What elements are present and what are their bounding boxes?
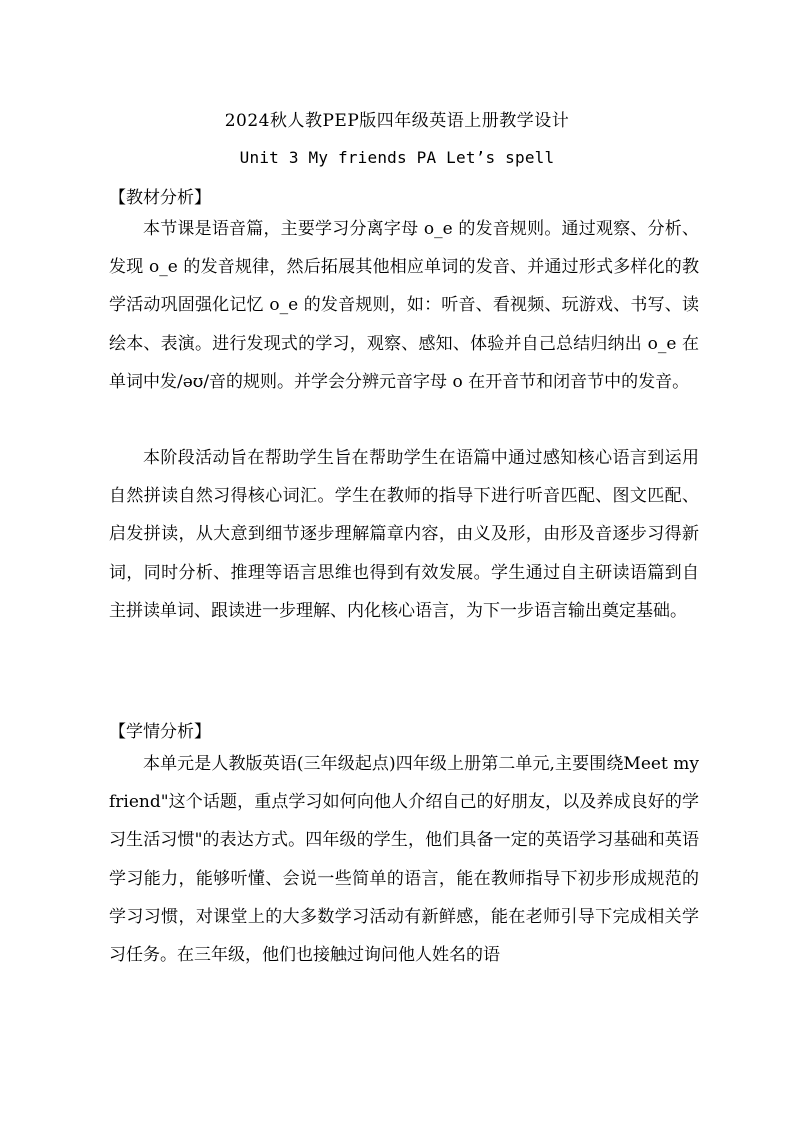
paragraph: 本阶段活动旨在帮助学生旨在帮助学生在语篇中通过感知核心语言到运用自然拼读自然习得核心词汇。学生在教师的指导下进行听音匹配、图文匹配、启发拼读，从大意到细节逐步理解篇章内容，由义及形，由形及音逐步习得新词，同时分析、推理等语言思维也得到有效发展。学生通过自主研读语篇到自主拼读单词、跟读进一步理解、内化核心语言，为下一步语言输出奠定基础。 (109, 448, 699, 621)
paragraph: 本单元是人教版英语(三年级起点)四年级上册第二单元,主要围绕Meet my friend"这个话题，重点学习如何向他人介绍自己的好朋友，以及养成良好的学习生活习惯"的表达方式。四年级的学生，他们具备一定的英语学习基础和英语学习能力，能够听懂、会说一些简单的语言，能在教师指导下初步形成规范的学习习惯，对课堂上的大多数学习活动有新鲜感，能在老师引导下完成相关学习任务。在三年级，他们也接触过询问他人姓名的语 (109, 754, 699, 966)
section-heading-student-analysis: 【学情分析】 (109, 722, 211, 742)
section-heading-textbook-analysis: 【教材分析】 (109, 188, 211, 208)
document-title: 2024秋人教PEP版四年级英语上册教学设计 (224, 111, 570, 131)
document-subtitle: Unit 3 My friends PA Let’s spell (239, 148, 555, 167)
paragraph: 本节课是语音篇，主要学习分离字母 o_e 的发音规则。通过观察、分析、发现 o_e 的发音规律，然后拓展其他相应单词的发音、并通过形式多样化的教学活动巩固强化记忆 o_e 的发音规则，如：听音、看视频、玩游戏、书写、读绘本、表演。进行发现式的学习，观察、感知、体验并自己总结归纳出 o_e 在单词中发/əʊ/音的规则。并学会分辨元音字母 o 在开音节和闭音节中的发音。 (109, 219, 699, 392)
